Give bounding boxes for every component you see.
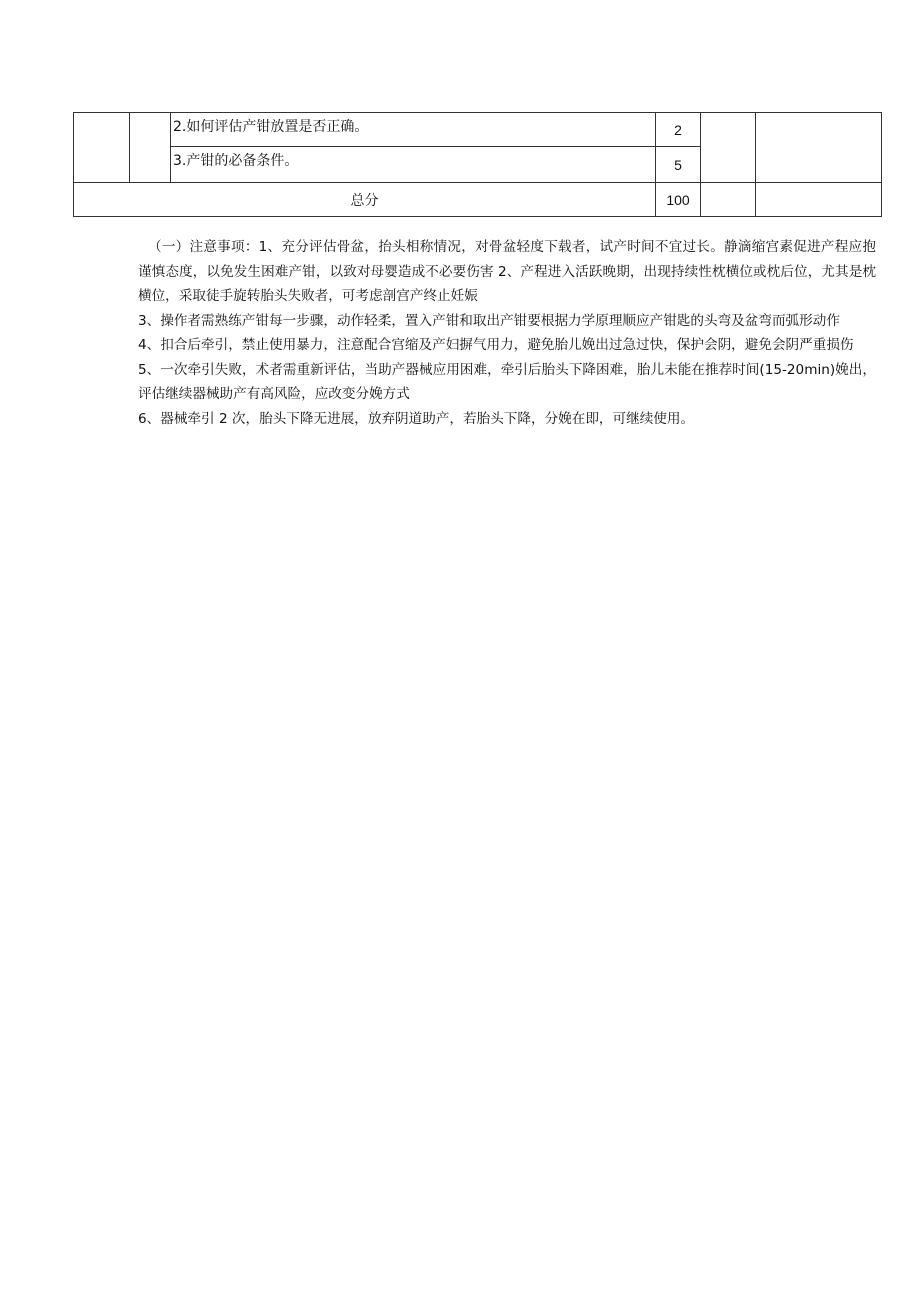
total-label: 总分 bbox=[74, 183, 656, 217]
notes-section bbox=[138, 235, 876, 431]
note-paragraph: 5、一次牵引失败，术者需重新评估，当助产器械应用困难，牵引后胎头下降困难，胎儿未能在推荐时间(15-20min)娩出，评估继续器械助产有高风险，应改变分娩方式 bbox=[138, 361, 876, 402]
note-paragraph: 6、器械牵引 2 次，胎头下降无进展，放弃阴道助产，若胎头下降，分娩在即，可继续使用。 bbox=[138, 410, 695, 427]
note-paragraph: （一）注意事项：1、充分评估骨盆，抬头相称情况，对骨盆轻度下载者，试产时间不宜过长。静滴缩宫素促进产程应抱谨慎态度，以免发生困难产钳，以致对母婴造成不必要伤害 2、产程进入活跃晚期，出现持续性枕横位或枕后位，尤其是枕横位，采取徒手旋转胎头失败者，可考虑剖宫产终止妊娠 bbox=[138, 239, 876, 304]
subcategory-cell bbox=[130, 113, 171, 183]
total-score: 100 bbox=[656, 183, 701, 217]
score-value: 2 bbox=[656, 113, 701, 147]
category-cell bbox=[74, 113, 130, 183]
remarks-cell bbox=[756, 113, 882, 183]
total-deduction-cell bbox=[701, 183, 756, 217]
score-value: 5 bbox=[656, 147, 701, 183]
item-text: 3.产钳的必备条件。 bbox=[171, 147, 656, 183]
note-paragraph: 4、扣合后牵引，禁止使用暴力，注意配合宫缩及产妇摒气用力，避免胎儿娩出过急过快，保护会阴，避免会阴严重损伤 bbox=[138, 337, 854, 353]
deduction-cell bbox=[701, 113, 756, 183]
total-row bbox=[74, 183, 882, 217]
table-row bbox=[74, 113, 882, 147]
total-remarks-cell bbox=[756, 183, 882, 217]
score-table bbox=[73, 112, 882, 217]
note-paragraph: 3、操作者需熟练产钳每一步骤，动作轻柔，置入产钳和取出产钳要根据力学原理顺应产钳匙的头弯及盆弯而弧形动作 bbox=[138, 312, 840, 329]
item-text: 2.如何评估产钳放置是否正确。 bbox=[171, 113, 656, 147]
